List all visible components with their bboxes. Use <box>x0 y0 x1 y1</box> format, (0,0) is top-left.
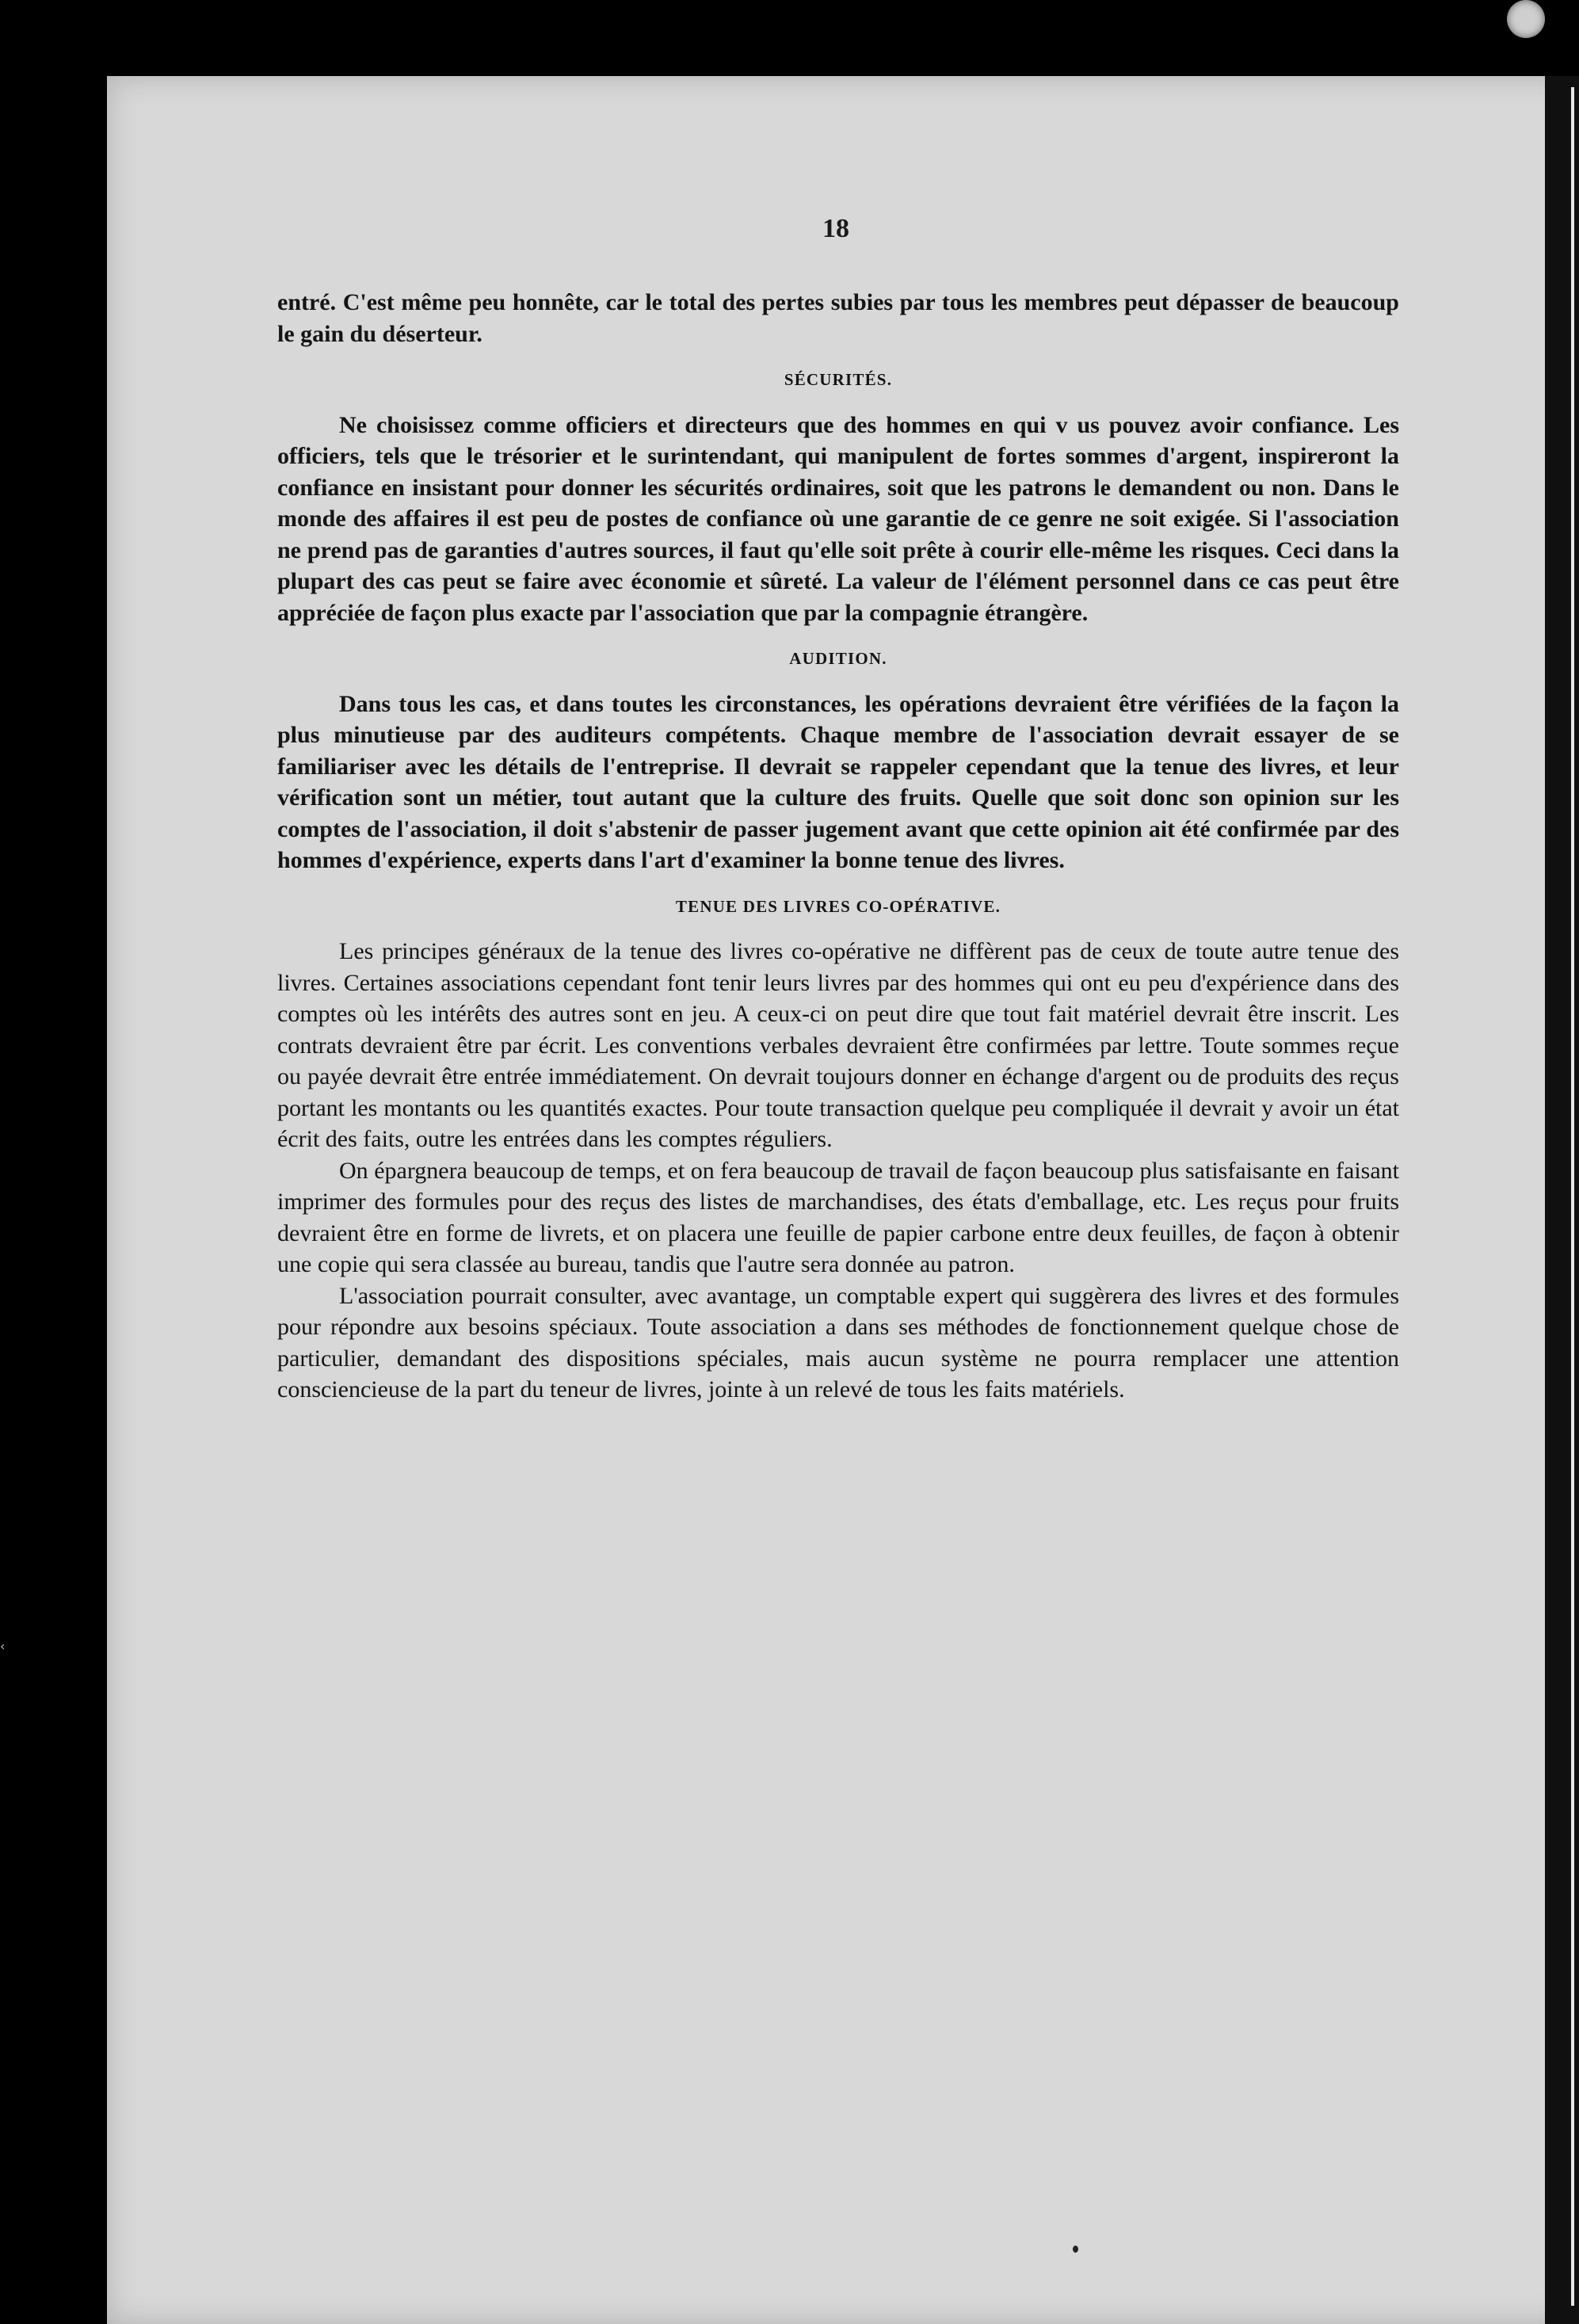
scan-speck <box>1073 2246 1078 2253</box>
paragraph-securites: Ne choisissez comme officiers et directeurs que des hommes en qui v us pouvez avoir confiance. Les officiers, tels que le trésorier et le surintendant, qui manipulent de fortes sommes d'argent, inspireront la confiance en insistant pour donner les sécurités ordinaires, soit que les patrons le demandent ou non. Dans le monde des affaires il est peu de postes de confiance où une garantie de ce genre ne soit exigée. Si l'association ne prend pas de garanties d'autres sources, il faut qu'elle soit prête à courir elle-même les risques. Ceci dans la plupart des cas peut se faire avec économie et sûreté. La valeur de l'élément personnel dans ce cas peut être appréciée de façon plus exacte par l'association que par la compagnie étrangère. <box>277 411 1399 626</box>
document-body <box>277 287 1399 1406</box>
paragraph-tenue-3: L'association pourrait consulter, avec avantage, un comptable expert qui suggèrera des livres et des formules pour répondre aux besoins spéciaux. Toute association a dans ses méthodes de fonctionnement quelque chose de particulier, demandant des dispositions spéciales, mais aucun système ne pourra remplacer une attention consciencieuse de la part du teneur de livres, jointe à un relevé de tous les faits matériels. <box>277 1282 1399 1402</box>
paragraph-audition: Dans tous les cas, et dans toutes les circonstances, les opérations devraient être vérifiées de la façon la plus minutieuse par des auditeurs compétents. Chaque membre de l'association devrait essayer de se familiariser avec les détails de l'entreprise. Il devrait se rappeler cependant que la tenue des livres, et leur vérification sont un métier, tout autant que la culture des fruits. Quelle que soit donc son opinion sur les comptes de l'association, il doit s'abstenir de passer jugement avant que cette opinion ait été confirmée par des hommes d'expérience, experts dans l'art d'examiner la bonne tenue des livres. <box>277 690 1399 873</box>
scan-right-edge-line <box>1571 87 1574 2306</box>
page-number: 18 <box>822 214 849 243</box>
section-heading-audition: AUDITION. <box>789 649 887 668</box>
paragraph-tenue-2: On épargnera beaucoup de temps, et on fera beaucoup de travail de façon beaucoup plus satisfaisante en faisant imprimer des formules pour des reçus des listes de marchandises, des états d'emballage, etc. Les reçus pour fruits devraient être en forme de livrets, et on placera une feuille de papier carbone entre deux feuilles, de façon à obtenir une copie qui sera classée au bureau, tandis que l'autre sera donnée au patron. <box>277 1157 1399 1277</box>
scan-corner-mark <box>1507 0 1545 38</box>
section-heading-tenue-des-livres: TENUE DES LIVRES CO-OPÉRATIVE. <box>675 896 1001 916</box>
scan-left-mark: ‹ <box>0 1639 6 1654</box>
paragraph-tenue-1: Les principes généraux de la tenue des livres co-opérative ne diffèrent pas de ceux de toute autre tenue des livres. Certaines associations cependant font tenir leurs livres par des hommes qui ont eu peu d'expérience dans des comptes où les intérêts des autres sont en jeu. A ceux-ci on peut dire que tout fait matériel devrait être inscrit. Les contrats devraient être par écrit. Les conventions verbales devraient être confirmées par lettre. Toute sommes reçue ou payée devrait être entrée immédiatement. On devrait toujours donner en échange d'argent ou de produits des reçus portant les montants ou les quantités exactes. Pour toute transaction quelque peu compliquée il devrait y avoir un état écrit des faits, outre les entrées dans les comptes réguliers. <box>277 938 1399 1152</box>
intro-paragraph: entré. C'est même peu honnête, car le total des pertes subies par tous les membres peut dépasser de beaucoup le gain du déserteur. <box>277 289 1399 347</box>
section-heading-securites: SÉCURITÉS. <box>784 370 893 389</box>
